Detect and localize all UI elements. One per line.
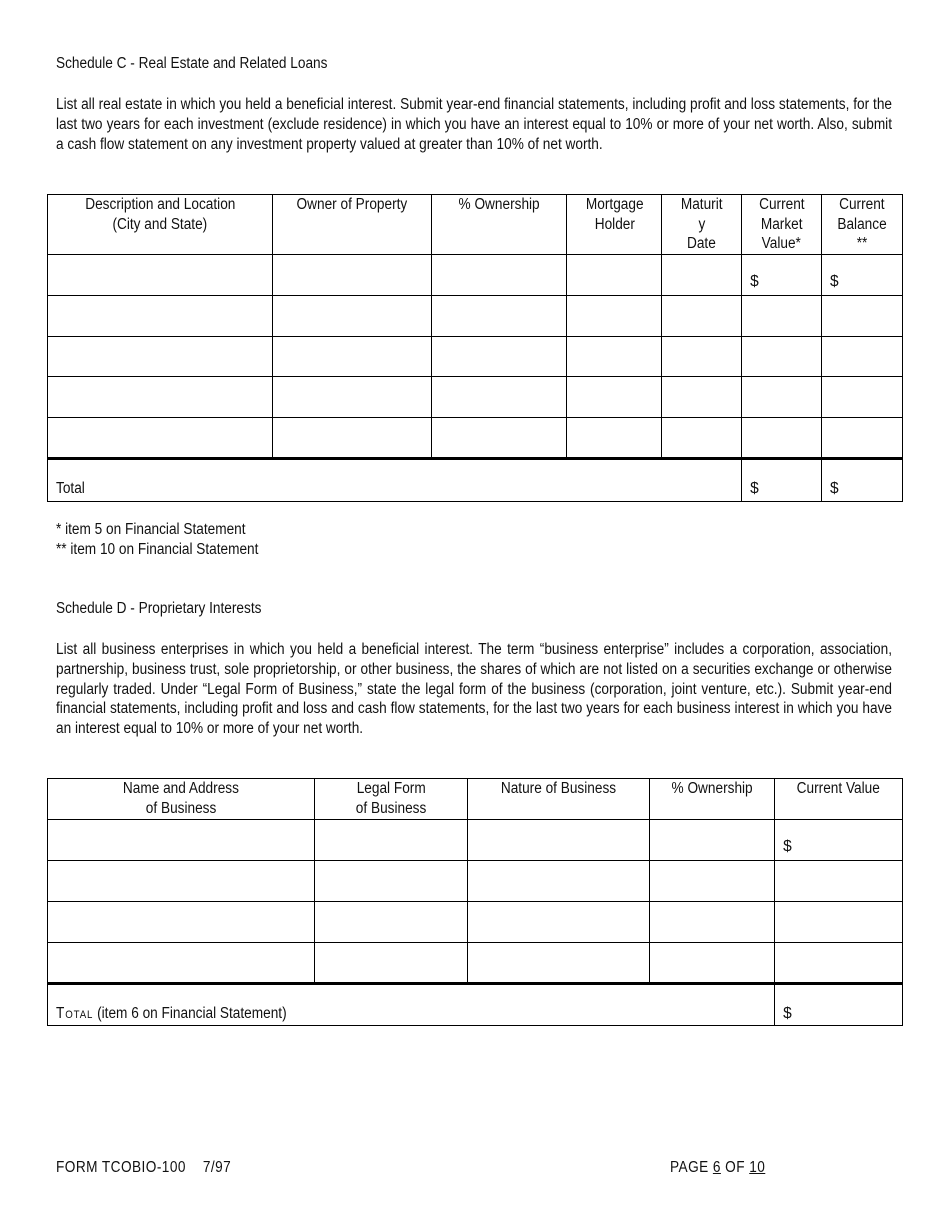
schedule-c-title: Schedule C - Real Estate and Related Loans bbox=[56, 55, 328, 72]
cell-ownership[interactable] bbox=[650, 943, 775, 984]
cell-balance[interactable] bbox=[822, 418, 903, 459]
cell-current-value[interactable] bbox=[775, 820, 903, 861]
header-description: Description and Location (City and State) bbox=[48, 195, 273, 255]
cell-balance[interactable] bbox=[822, 377, 903, 418]
page-label: PAGE bbox=[670, 1159, 709, 1176]
cell-name-address[interactable] bbox=[48, 943, 315, 984]
cell-description[interactable] bbox=[48, 296, 273, 337]
cell-owner[interactable] bbox=[272, 377, 431, 418]
cell-maturity-date[interactable] bbox=[662, 418, 742, 459]
cell-owner[interactable] bbox=[272, 337, 431, 377]
cell-balance[interactable] bbox=[822, 296, 903, 337]
cell-ownership[interactable] bbox=[431, 418, 567, 459]
cell-ownership[interactable] bbox=[431, 377, 567, 418]
table-row bbox=[48, 418, 903, 459]
header-legal-form: Legal Form of Business bbox=[314, 779, 468, 820]
table-row bbox=[48, 902, 903, 943]
table-row bbox=[48, 255, 903, 296]
cell-current-value[interactable] bbox=[775, 943, 903, 984]
cell-legal-form[interactable] bbox=[314, 902, 468, 943]
currency-symbol: $ bbox=[830, 480, 839, 497]
table-row bbox=[48, 861, 903, 902]
cell-owner[interactable] bbox=[272, 255, 431, 296]
table-row bbox=[48, 820, 903, 861]
header-mortgage-holder: Mortgage Holder bbox=[567, 195, 662, 255]
header-market-value: Current Market Value* bbox=[742, 195, 822, 255]
total-label-cell bbox=[48, 459, 742, 502]
currency-symbol: $ bbox=[830, 273, 839, 290]
cell-balance[interactable] bbox=[822, 337, 903, 377]
currency-symbol: $ bbox=[750, 480, 759, 497]
total-label: Total bbox=[56, 480, 85, 497]
cell-market-value[interactable] bbox=[742, 255, 822, 296]
schedule-d-total-row bbox=[48, 984, 903, 1026]
footnote-balance: ** item 10 on Financial Statement bbox=[56, 541, 259, 558]
form-identifier bbox=[56, 1159, 231, 1177]
cell-market-value[interactable] bbox=[742, 337, 822, 377]
cell-nature[interactable] bbox=[468, 861, 650, 902]
cell-name-address[interactable] bbox=[48, 902, 315, 943]
cell-owner[interactable] bbox=[272, 296, 431, 337]
header-ownership: % Ownership bbox=[650, 779, 775, 820]
cell-maturity-date[interactable] bbox=[662, 255, 742, 296]
total-market-value[interactable] bbox=[742, 459, 822, 502]
cell-mortgage-holder[interactable] bbox=[567, 337, 662, 377]
footnote-market-value: * item 5 on Financial Statement bbox=[56, 521, 246, 538]
cell-market-value[interactable] bbox=[742, 377, 822, 418]
cell-legal-form[interactable] bbox=[314, 943, 468, 984]
page-current: 6 bbox=[712, 1159, 721, 1176]
header-owner: Owner of Property bbox=[272, 195, 431, 255]
total-label-cell bbox=[48, 984, 775, 1026]
cell-maturity-date[interactable] bbox=[662, 337, 742, 377]
schedule-c-table bbox=[47, 194, 903, 502]
cell-name-address[interactable] bbox=[48, 820, 315, 861]
header-maturity-date: Maturit y Date bbox=[662, 195, 742, 255]
cell-maturity-date[interactable] bbox=[662, 377, 742, 418]
cell-mortgage-holder[interactable] bbox=[567, 418, 662, 459]
cell-ownership[interactable] bbox=[431, 337, 567, 377]
page-of: OF bbox=[725, 1159, 745, 1176]
cell-description[interactable] bbox=[48, 377, 273, 418]
cell-legal-form[interactable] bbox=[314, 861, 468, 902]
schedule-d-title: Schedule D - Proprietary Interests bbox=[56, 600, 262, 617]
total-note: (item 6 on Financial Statement) bbox=[97, 1005, 287, 1022]
cell-mortgage-holder[interactable] bbox=[567, 255, 662, 296]
schedule-c-instructions: List all real estate in which you held a beneficial interest. Submit year-end financial statements, including profit and loss statements, for the last two years for each investment (exclude residence) in which you have an interest equal to 10% or more of your net worth. Also, submit a cash flow statement on any investment property valued at greater than 10% of net worth. bbox=[56, 96, 892, 153]
header-balance: Current Balance ** bbox=[822, 195, 903, 255]
schedule-c-total-row bbox=[48, 459, 903, 502]
schedule-d-instructions: List all business enterprises in which you held a beneficial interest. The term “business enterprise” includes a corporation, association, partnership, business trust, sole proprietorship, or other business, the shares of which are not listed on a securities exchange or otherwise regularly traded. Under “Legal Form of Business,” state the legal form of the business (corporation, joint venture, etc.). Submit year-end financial statements, including profit and loss and cash flow statements, for the last two years for each business interest in which you have an interest equal to 10% or more of your net worth. bbox=[56, 641, 892, 738]
cell-legal-form[interactable] bbox=[314, 820, 468, 861]
header-name-address: Name and Address of Business bbox=[48, 779, 315, 820]
schedule-d-table bbox=[47, 778, 903, 1026]
cell-nature[interactable] bbox=[468, 902, 650, 943]
header-ownership: % Ownership bbox=[431, 195, 567, 255]
cell-current-value[interactable] bbox=[775, 861, 903, 902]
page-number bbox=[670, 1159, 765, 1177]
table-row bbox=[48, 337, 903, 377]
cell-ownership[interactable] bbox=[431, 296, 567, 337]
table-row bbox=[48, 943, 903, 984]
cell-current-value[interactable] bbox=[775, 902, 903, 943]
cell-ownership[interactable] bbox=[650, 820, 775, 861]
cell-nature[interactable] bbox=[468, 820, 650, 861]
cell-owner[interactable] bbox=[272, 418, 431, 459]
currency-symbol: $ bbox=[783, 1005, 792, 1022]
table-row bbox=[48, 296, 903, 337]
currency-symbol: $ bbox=[750, 273, 759, 290]
schedule-d-header-row bbox=[48, 779, 903, 820]
cell-mortgage-holder[interactable] bbox=[567, 377, 662, 418]
form-date: 7/97 bbox=[202, 1159, 232, 1176]
header-current-value: Current Value bbox=[775, 779, 903, 820]
page-total: 10 bbox=[749, 1159, 766, 1176]
cell-mortgage-holder[interactable] bbox=[567, 296, 662, 337]
cell-balance[interactable] bbox=[822, 255, 903, 296]
cell-description[interactable] bbox=[48, 255, 273, 296]
total-balance[interactable] bbox=[822, 459, 903, 502]
cell-nature[interactable] bbox=[468, 943, 650, 984]
currency-symbol: $ bbox=[783, 838, 792, 855]
cell-ownership[interactable] bbox=[431, 255, 567, 296]
cell-description[interactable] bbox=[48, 418, 273, 459]
cell-maturity-date[interactable] bbox=[662, 296, 742, 337]
total-label: Total bbox=[56, 1005, 94, 1022]
cell-name-address[interactable] bbox=[48, 861, 315, 902]
table-row bbox=[48, 377, 903, 418]
cell-description[interactable] bbox=[48, 337, 273, 377]
cell-ownership[interactable] bbox=[650, 902, 775, 943]
schedule-c-header-row bbox=[48, 195, 903, 255]
total-current-value[interactable] bbox=[775, 984, 903, 1026]
cell-market-value[interactable] bbox=[742, 296, 822, 337]
cell-ownership[interactable] bbox=[650, 861, 775, 902]
cell-market-value[interactable] bbox=[742, 418, 822, 459]
form-id: FORM TCOBIO-100 bbox=[56, 1159, 186, 1176]
header-nature: Nature of Business bbox=[468, 779, 650, 820]
